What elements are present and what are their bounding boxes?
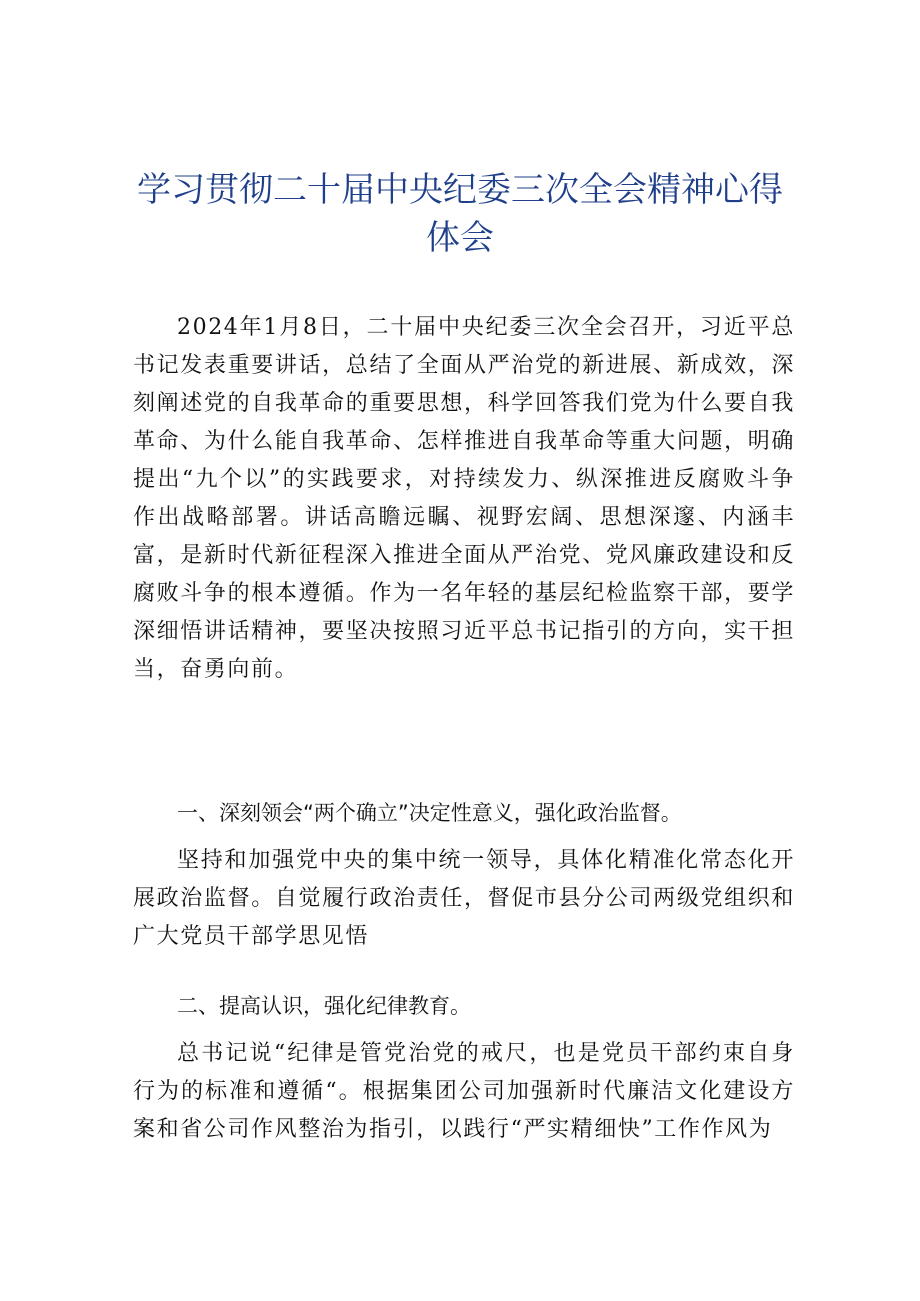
section-heading: 一、深刻领会“两个确立”决定性意义，强化政治监督。 [177, 801, 682, 825]
body-paragraph: 总书记说“纪律是管党治党的戒尺，也是党员干部约束自身行为的标准和遵循“。根据集团公司加强新时代廉洁文化建设方案和省公司作风整治为指引，以践行“严实精细快”工作作风为 [133, 1041, 795, 1142]
body-paragraph: 2024年1月8日，二十届中央纪委三次全会召开，习近平总书记发表重要讲话，总结了全面从严治党的新进展、新成效，深刻阐述党的自我革命的重要思想，科学回答我们党为什么要自我革命、为什么能自我革命、怎样推进自我革命等重大问题，明确提出“九个以”的实践要求，对持续发力、纵深推进反腐败斗争作出战略部署。讲话高瞻远瞩、视野宏阔、思想深邃、内涵丰富，是新时代新征程深入推进全面从严治党、党风廉政建设和反腐败斗争的根本遵循。作为一名年轻的基层纪检监察干部，要学深细悟讲话精神，要坚决按照习近平总书记指引的方向，实干担当，奋勇向前。 [133, 315, 795, 682]
body-paragraph: 坚持和加强党中央的集中统一领导，具体化精准化常态化开展政治监督。自觉履行政治责任，督促市县分公司两级党组织和广大党员干部学思见悟 [133, 848, 795, 949]
document-title: 学习贯彻二十届中央纪委三次全会精神心得体会 [137, 170, 783, 258]
section-heading: 二、提高认识，强化纪律教育。 [177, 994, 471, 1018]
